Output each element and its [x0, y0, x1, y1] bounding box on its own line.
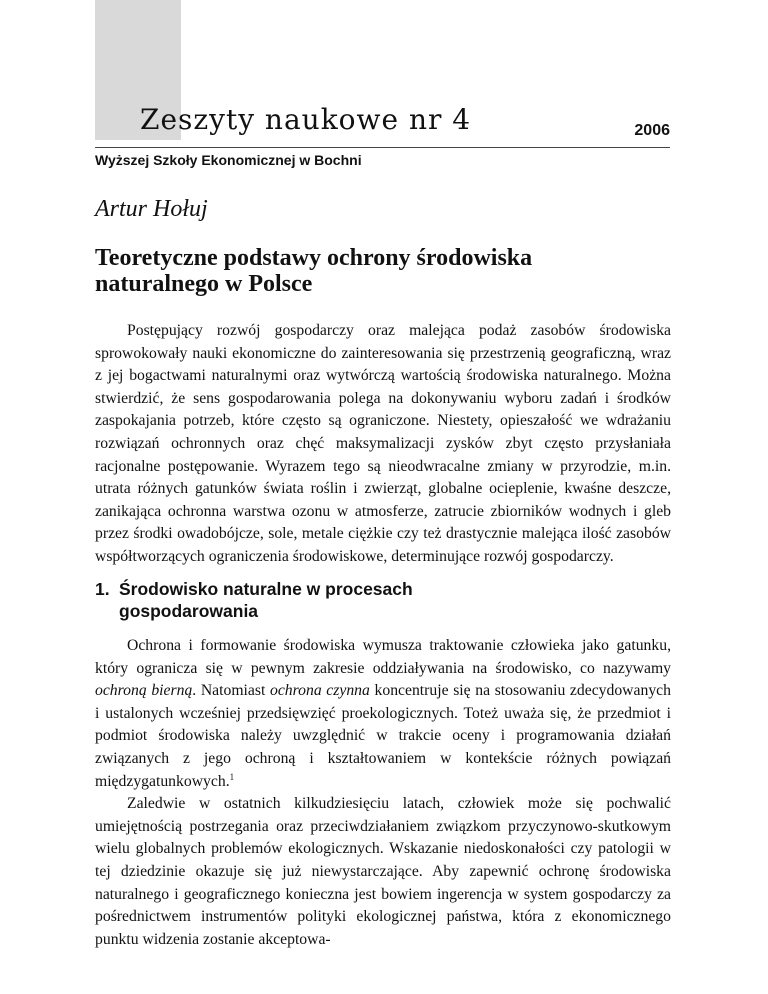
intro-paragraph-block — [95, 320, 671, 569]
paragraph-text: koncentruje się na stosowaniu zdecydowanych i ustalonych wcześniej przedsięwzięć proekologicznych. Toteż uważa się, że przedmiot i podmiot środowiska należy uwzględnić w trakcie oceny i programowania działań związanych z jego ochroną i kształtowaniem w kontekście różnych powiązań międzygatunkowych. — [95, 682, 671, 790]
paragraph-text: Ochrona i formowanie środowiska wymusza traktowanie człowieka jako gatunku, który ogranicza się w pewnym zakresie oddziaływania na środowisko, co nazywamy — [95, 637, 671, 677]
section-body — [95, 635, 671, 951]
author-name: Artur Hołuj — [95, 196, 208, 222]
series-title: Zeszyty naukowe nr 4 — [140, 103, 472, 136]
section-heading-line2: gospodarowania — [119, 601, 259, 621]
header-divider — [95, 147, 670, 148]
term-active-protection: ochrona czynna — [269, 682, 370, 700]
section-paragraph-1 — [95, 635, 671, 793]
paragraph-text: . Natomiast — [192, 682, 270, 700]
article-title: Teoretyczne podstawy ochrony środowiska naturalnego w Polsce — [95, 245, 533, 297]
intro-paragraph: Postępujący rozwój gospodarczy oraz malejąca podaż zasobów środowiska sprowokowały nauki ekonomiczne do zainteresowania się przestrzenią geograficzną, wraz z jej bogactwami naturalnymi oraz wytwórczą wartością środowiska naturalnego. Można stwierdzić, że sens gospodarowania polega na dokonywaniu wyboru zadań i środków zaspokajania potrzeb, które często są ograniczone. Niestety, opieszałość we wdrażaniu rozwiązań ochronnych oraz chęć maksymalizacji zysków zbyt często przysłaniała racjonalne postępowanie. Wyrazem tego są nieodwracalne zmiany w przyrodzie, m.in. utrata różnych gatunków świata roślin i zwierząt, globalne ocieplenie, kwaśne deszcze, zanikająca ochronna warstwa ozonu w atmosferze, zatrucie zbiorników wodnych i gleb przez środki owadobójcze, sole, metale ciężkie czy też drastycznie malejąca ilość zasobów współtworzących ograniczenia środowiskowe, determinujące rozwój gospodarczy. — [95, 322, 671, 565]
section-paragraph-2: Zaledwie w ostatnich kilkudziesięciu latach, człowiek może się pochwalić umiejętnością postrzegania oraz przeciwdziałaniem związkom przyczynowo-skutkowym wielu globalnych problemów ekologicznych. Wskazanie niedoskonałości czy patologii w tej dziedzinie okazuje się już niewystarczające. Aby zapewnić ochronę środowiska naturalnego i geograficznego konieczna jest bowiem ingerencja w system gospodarczy za pośrednictwem instrumentów polityki ekologicznej państwa, która z ekonomicznego punktu widzenia zostanie akceptowa- — [95, 795, 671, 948]
footnote-reference[interactable]: 1 — [229, 771, 235, 782]
term-passive-protection: ochroną bierną — [95, 682, 193, 700]
section-heading-line1: Środowisko naturalne w procesach — [119, 579, 413, 599]
section-number: 1. — [95, 579, 110, 599]
section-heading — [95, 578, 615, 622]
institution-name: Wyższej Szkoły Ekonomicznej w Bochni — [95, 152, 362, 168]
publication-year: 2006 — [634, 122, 670, 139]
